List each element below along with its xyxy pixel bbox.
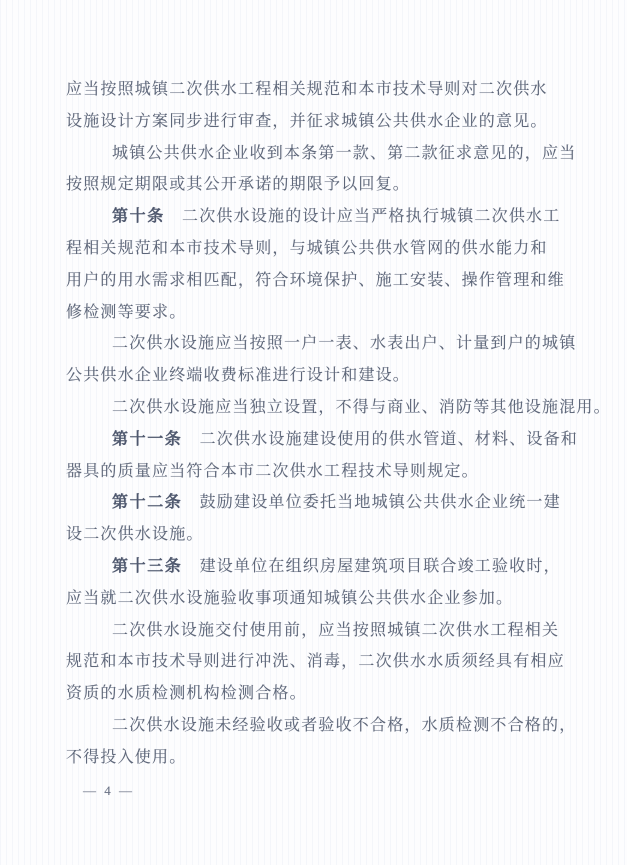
article-number: 第十条 bbox=[112, 208, 165, 226]
text-line bbox=[66, 519, 587, 551]
text-line-content: 器具的质量应当符合本市二次供水工程技术导则规定。 bbox=[66, 462, 479, 480]
article-number: 第十二条 bbox=[112, 494, 183, 512]
text-line-content: 鼓励建设单位委托当地城镇公共供水企业统一建 bbox=[182, 494, 561, 512]
text-line bbox=[66, 328, 587, 360]
article-number: 第十一条 bbox=[112, 430, 183, 448]
text-line bbox=[66, 487, 587, 519]
text-line bbox=[66, 678, 587, 710]
text-line-content: 二次供水设施应当独立设置，不得与商业、消防等其他设施混用。 bbox=[112, 398, 611, 416]
text-line-content: 应当就二次供水设施验收事项通知城镇公共供水企业参加。 bbox=[66, 589, 514, 607]
text-line-content: 二次供水设施的设计应当严格执行城镇二次供水工 bbox=[164, 208, 561, 226]
text-line bbox=[66, 297, 587, 329]
text-line bbox=[66, 265, 587, 297]
text-line-content: 二次供水设施交付使用前，应当按照城镇二次供水工程相关 bbox=[112, 621, 560, 639]
text-line-content: 应当按照城镇二次供水工程相关规范和本市技术导则对二次供水 bbox=[66, 81, 548, 98]
text-line bbox=[66, 583, 587, 615]
text-line-content: 设施设计方案同步进行审查，并征求城镇公共供水企业的意见。 bbox=[66, 112, 548, 130]
text-line bbox=[66, 74, 587, 106]
text-line bbox=[66, 392, 611, 424]
text-line bbox=[66, 615, 587, 647]
text-line bbox=[66, 456, 587, 488]
text-line bbox=[66, 551, 587, 583]
text-line-content: 二次供水设施未经验收或者验收不合格，水质检测不合格的， bbox=[112, 716, 577, 734]
text-line bbox=[66, 106, 587, 138]
text-line bbox=[66, 424, 587, 456]
text-line-content: 程相关规范和本市技术导则，与城镇公共供水管网的供水能力和 bbox=[66, 239, 548, 257]
text-line-content: 城镇公共供水企业收到本条第一款、第二款征求意见的，应当 bbox=[112, 144, 577, 162]
text-line-content: 修检测等要求。 bbox=[66, 303, 187, 321]
text-line-content: 不得投入使用。 bbox=[66, 748, 187, 766]
text-line bbox=[66, 710, 587, 742]
text-line-content: 用户的用水需求相匹配，符合环境保护、施工安装、操作管理和维 bbox=[66, 271, 565, 289]
article-number: 第十三条 bbox=[112, 557, 183, 575]
text-line-content: 建设单位在组织房屋建筑项目联合竣工验收时， bbox=[182, 557, 561, 575]
text-line-content: 规范和本市技术导则进行冲洗、消毒，二次供水水质须经具有相应 bbox=[66, 653, 565, 671]
text-line-content: 按照规定期限或其公开承诺的期限予以回复。 bbox=[66, 176, 411, 194]
text-line-content: 设二次供水设施。 bbox=[66, 526, 204, 544]
text-line bbox=[66, 201, 587, 233]
text-line-content: 公共供水企业终端收费标准进行设计和建设。 bbox=[66, 367, 411, 385]
text-line bbox=[66, 233, 587, 265]
text-line bbox=[66, 169, 587, 201]
text-line-content: 二次供水设施建设使用的供水管道、材料、设备和 bbox=[182, 430, 579, 448]
text-line-content: 二次供水设施应当按照一户一表、水表出户、计量到户的城镇 bbox=[112, 335, 577, 353]
text-line-content: 资质的水质检测机构检测合格。 bbox=[66, 685, 307, 703]
text-line bbox=[66, 138, 587, 170]
text-line bbox=[66, 646, 587, 678]
text-line bbox=[66, 742, 587, 774]
page-number: — 4 — bbox=[83, 782, 135, 798]
text-line bbox=[66, 360, 587, 392]
